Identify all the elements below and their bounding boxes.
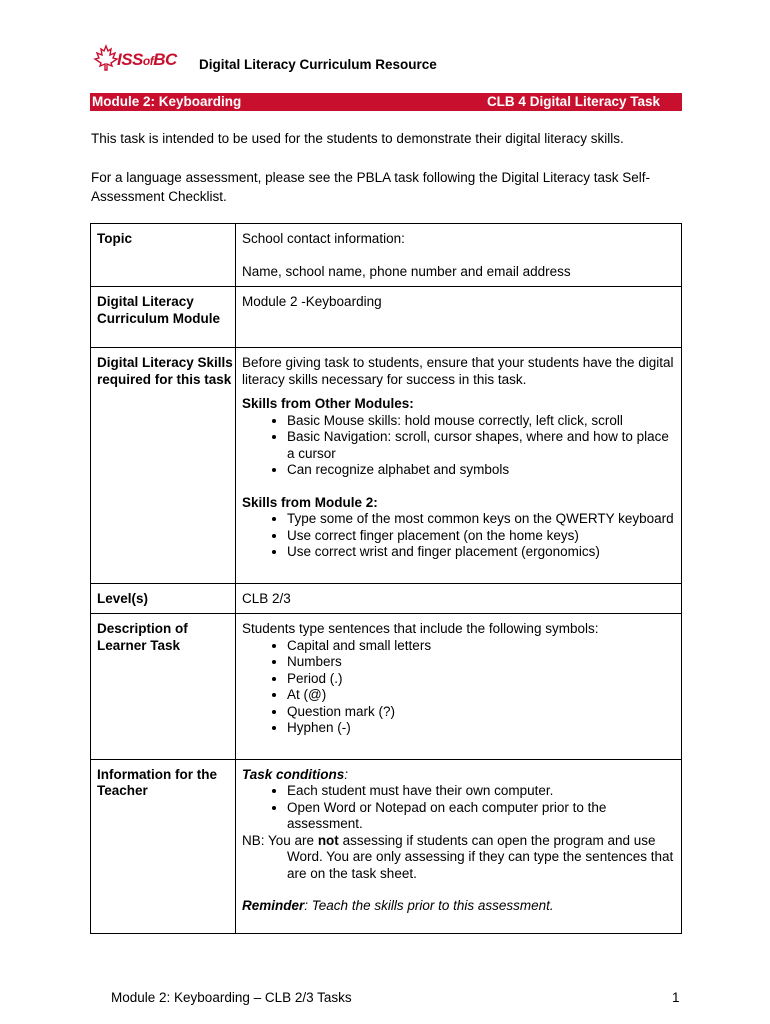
banner-module-label: Module 2: Keyboarding (92, 94, 242, 109)
topic-line-2: Name, school name, phone number and email address (242, 263, 571, 279)
table-row-description (91, 614, 682, 760)
task-conditions-list (242, 783, 675, 833)
list-item: • Capital and small letters (287, 638, 675, 655)
list-item: • Question mark (?) (287, 704, 675, 721)
module-banner (90, 93, 682, 111)
list-item: • Use correct finger placement (on the home keys) (287, 528, 675, 545)
page-number: 1 (672, 990, 680, 1005)
list-item: • Period (.) (287, 671, 675, 688)
skills-module2-heading: Skills from Module 2: (242, 494, 378, 510)
row-label-skills: Digital Literacy Skills required for this task (91, 348, 236, 584)
intro-paragraph-1: This task is intended to be used for the students to demonstrate their digital literacy skills. (91, 131, 624, 146)
maple-leaf-icon (93, 44, 119, 72)
footer-title: Module 2: Keyboarding – CLB 2/3 Tasks (111, 990, 352, 1005)
list-item: • Basic Navigation: scroll, cursor shapes, where and how to place a cursor (287, 429, 675, 462)
list-item: • Can recognize alphabet and symbols (287, 462, 675, 479)
list-item: • Open Word or Notepad on each computer prior to the assessment. (287, 800, 675, 833)
list-item: • At (@) (287, 687, 675, 704)
skills-other-heading: Skills from Other Modules: (242, 396, 414, 411)
skills-module2-list (242, 511, 675, 561)
row-content-skills (236, 348, 682, 584)
table-row-topic (91, 224, 682, 287)
table-row-levels (91, 583, 682, 614)
description-symbol-list (242, 638, 675, 737)
list-item: • Type some of the most common keys on the QWERTY keyboard (287, 511, 675, 528)
list-item: • Numbers (287, 654, 675, 671)
list-item: • Hyphen (-) (287, 720, 675, 737)
list-item: • Basic Mouse skills: hold mouse correctly, left click, scroll (287, 413, 675, 430)
row-content-description (236, 614, 682, 760)
topic-line-1: School contact information: (242, 231, 405, 246)
task-conditions-heading: Task conditions: (242, 766, 349, 782)
row-label-teacher: Information for the Teacher (91, 759, 236, 933)
row-content-teacher (236, 759, 682, 933)
row-label-topic: Topic (91, 224, 236, 287)
row-label-levels: Level(s) (91, 583, 236, 614)
banner-task-label: CLB 4 Digital Literacy Task (486, 94, 660, 109)
table-row-skills (91, 348, 682, 584)
row-label-description: Description of Learner Task (91, 614, 236, 760)
skills-intro: Before giving task to students, ensure that your students have the digital literacy skills necessary for success in this task. (242, 355, 674, 387)
description-intro: Students type sentences that include the following symbols: (242, 621, 599, 636)
list-item: • Use correct wrist and finger placement (ergonomics) (287, 544, 675, 561)
row-content-topic (236, 224, 682, 287)
task-table (90, 223, 682, 934)
row-content-module: Module 2 -Keyboarding (236, 287, 682, 348)
skills-other-list (242, 413, 675, 479)
document-title: Digital Literacy Curriculum Resource (199, 57, 437, 72)
row-content-levels: CLB 2/3 (236, 583, 682, 614)
list-item: • Each student must have their own computer. (287, 783, 675, 800)
table-row-module (91, 287, 682, 348)
nb-note: NB: You are not assessing if students can open the program and use Word. You are only assessing if they can type the sentences that are on the task sheet. (242, 832, 674, 881)
intro-paragraph-2: For a language assessment, please see the PBLA task following the Digital Literacy task Self-Assessment Checklist. (91, 170, 651, 204)
page-header (93, 44, 593, 78)
logo-wordmark: ISSofBC (117, 50, 177, 69)
reminder-note: Reminder: Teach the skills prior to this assessment. (242, 898, 554, 913)
row-label-module: Digital Literacy Curriculum Module (91, 287, 236, 348)
issofbc-logo (93, 44, 189, 74)
table-row-teacher (91, 759, 682, 933)
